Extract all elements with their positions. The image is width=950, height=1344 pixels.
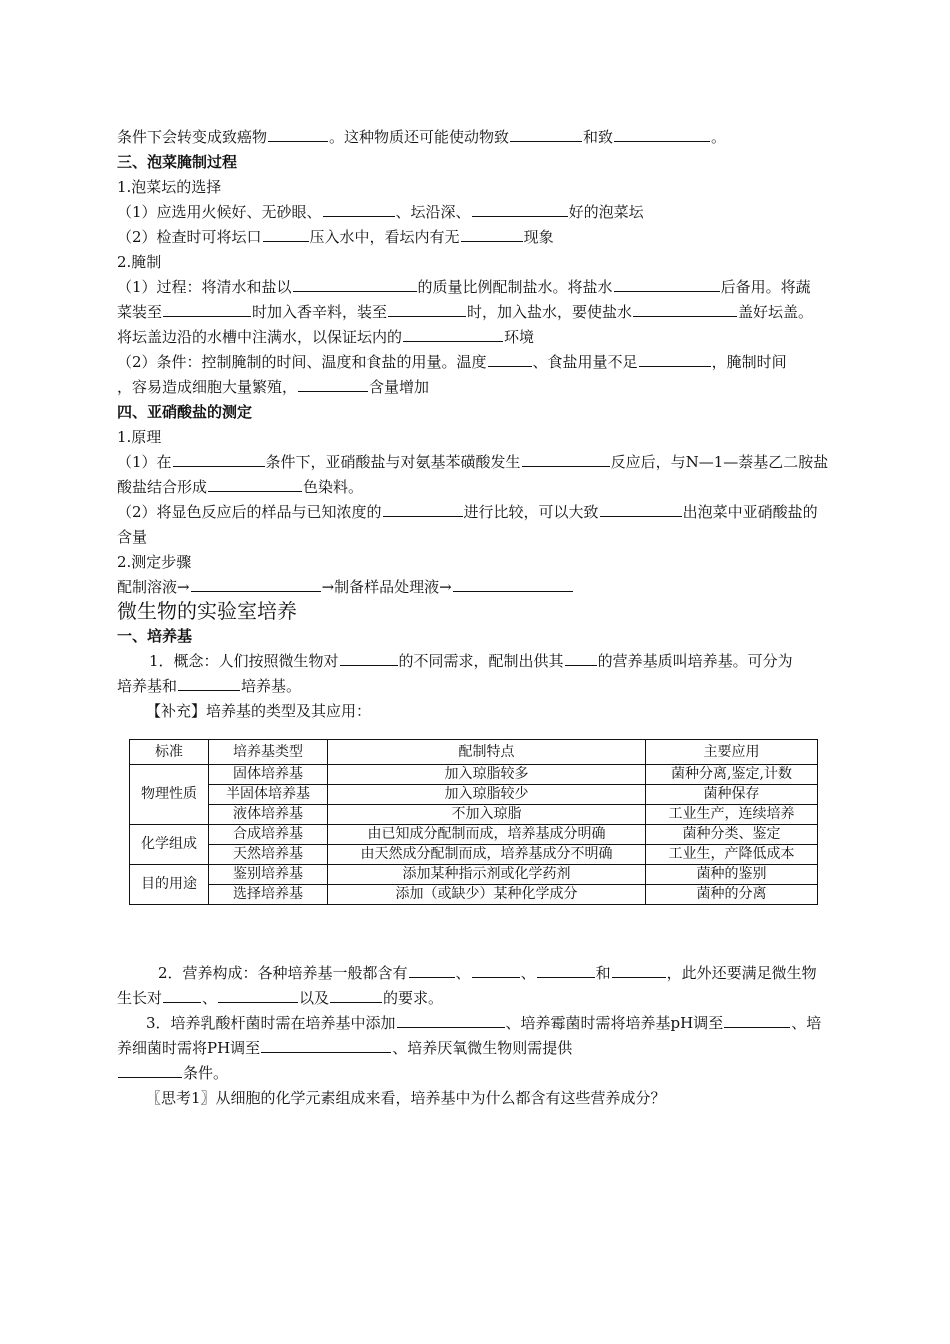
text-line: [117, 352, 787, 372]
text-segment: 好的泡菜坛: [568, 203, 644, 221]
text-line: [117, 377, 429, 397]
subheading: 2.测定步骤: [117, 553, 192, 571]
fill-blank: [178, 676, 240, 691]
text-segment: （2）条件：控制腌制的时间、温度和食盐的用量。温度: [117, 353, 487, 371]
text-segment: ，腌制时间: [711, 353, 787, 371]
text-segment: 色染料。: [303, 478, 364, 496]
table-header-row: [130, 740, 818, 765]
text-segment: 将坛盖边沿的水槽中注满水，以保证坛内的: [117, 328, 403, 346]
fill-blank: [639, 352, 711, 367]
text-segment: 1．概念：人们按照微生物对: [149, 652, 339, 670]
table-cell: 添加（或缺少）某种化学成分: [328, 885, 646, 905]
table-row: [130, 825, 818, 845]
text-segment: 时加入香辛料，装至: [252, 303, 388, 321]
table-cell: 工业生，产降低成本: [646, 845, 818, 865]
table-cell: 菌种分离,鉴定,计数: [646, 765, 818, 785]
fill-blank: [173, 452, 265, 467]
fill-blank: [118, 1063, 182, 1078]
text-segment: （2）检查时可将坛口: [117, 228, 262, 246]
fill-blank: [397, 1013, 505, 1028]
text-line: [117, 988, 443, 1008]
table-cell: 不加入琼脂: [328, 805, 646, 825]
text-line: [117, 1038, 572, 1058]
section-heading: 三、泡菜腌制过程: [117, 153, 238, 171]
text-segment: ，容易造成细胞大量繁殖，: [117, 378, 298, 396]
text-segment: 后备用。将蔬: [720, 278, 811, 296]
table-cell: 液体培养基: [209, 805, 328, 825]
fill-blank: [208, 477, 302, 492]
column-header: 主要应用: [646, 740, 818, 765]
think-question: 〖思考1〗从细胞的化学元素组成来看，培养基中为什么都含有这些营养成分？: [146, 1089, 666, 1107]
text-segment: 的质量比例配制盐水。将盐水: [417, 278, 613, 296]
fill-blank: [388, 302, 466, 317]
table-cell: 加入琼脂较少: [328, 785, 646, 805]
fill-blank: [298, 377, 368, 392]
text-segment: 条件下，亚硝酸盐与对氨基苯磺酸发生: [265, 453, 521, 471]
text-line: [117, 577, 574, 597]
text-segment: 出泡菜中亚硝酸盐的: [682, 503, 818, 521]
text-segment: （1）在: [117, 453, 172, 471]
subheading: 2.腌制: [117, 253, 162, 271]
text-segment: 现象: [523, 228, 554, 246]
text-line: [117, 502, 818, 522]
text-segment: 。: [711, 128, 727, 146]
text-segment: 酸盐结合形成: [117, 478, 208, 496]
text-segment: 菜装至: [117, 303, 163, 321]
text-segment: 环境: [504, 328, 535, 346]
category-cell: 目的用途: [130, 865, 209, 905]
table-cell: 由天然成分配制而成，培养基成分不明确: [328, 845, 646, 865]
table-cell: 菌种保存: [646, 785, 818, 805]
text-segment: 、培养霉菌时需将培养基pH调至: [505, 1014, 724, 1032]
text-segment: 培养基。: [241, 677, 302, 695]
text-line: [117, 676, 301, 696]
text-line: [117, 227, 554, 247]
text-segment: →制备样品处理液→: [321, 578, 452, 596]
table-cell: 天然培养基: [209, 845, 328, 865]
text-line: [117, 327, 534, 347]
fill-blank: [268, 127, 328, 142]
text-segment: 、: [520, 964, 536, 982]
text-segment: 和: [595, 964, 611, 982]
text-segment: 含量增加: [369, 378, 430, 396]
table-cell: 菌种的鉴别: [646, 865, 818, 885]
fill-blank: [565, 651, 597, 666]
text-segment: ，此外还要满足微生物: [666, 964, 817, 982]
fill-blank: [293, 277, 417, 292]
text-line: [117, 202, 644, 222]
text-segment: 、培养厌氧微生物则需提供: [392, 1039, 573, 1057]
fill-blank: [472, 963, 520, 978]
table-cell: 工业生产，连续培养: [646, 805, 818, 825]
table-row: [130, 805, 818, 825]
table-row: [130, 845, 818, 865]
text-segment: 生长对: [117, 989, 163, 1007]
text-segment: 培养基和: [117, 677, 178, 695]
text-segment: 进行比较，可以大致: [463, 503, 599, 521]
text-segment: 反应后，与N—1—萘基乙二胺盐: [610, 453, 829, 471]
text-segment: （2）将显色反应后的样品与已知浓度的: [117, 503, 382, 521]
fill-blank: [191, 577, 321, 592]
text-line: 含量: [117, 528, 148, 546]
text-line: [117, 477, 363, 497]
column-header: 配制特点: [328, 740, 646, 765]
fill-blank: [323, 202, 395, 217]
text-segment: 以及: [299, 989, 330, 1007]
fill-blank: [724, 1013, 790, 1028]
text-segment: 条件下会转变成致癌物: [117, 128, 268, 146]
text-line: [117, 1063, 228, 1083]
fill-blank: [163, 302, 251, 317]
fill-blank: [261, 1038, 391, 1053]
supplement-note: 【补充】培养基的类型及其应用：: [146, 702, 372, 720]
subheading: 1.原理: [117, 428, 162, 446]
table-cell: 添加某种指示剂或化学药剂: [328, 865, 646, 885]
text-segment: （1）过程：将清水和盐以: [117, 278, 292, 296]
fill-blank: [633, 302, 737, 317]
text-line: [117, 452, 828, 472]
table-cell: 选择培养基: [209, 885, 328, 905]
column-header: 培养基类型: [209, 740, 328, 765]
text-line: [117, 127, 726, 147]
text-segment: 和致: [583, 128, 614, 146]
text-segment: （1）应选用火候好、无砂眼、: [117, 203, 322, 221]
subheading: 1.泡菜坛的选择: [117, 178, 222, 196]
text-segment: 、坛沿深、: [395, 203, 471, 221]
fill-blank: [600, 502, 682, 517]
fill-blank: [453, 577, 573, 592]
fill-blank: [488, 352, 532, 367]
fill-blank: [218, 988, 298, 1003]
category-cell: 物理性质: [130, 765, 209, 825]
table-cell: 固体培养基: [209, 765, 328, 785]
table-cell: 合成培养基: [209, 825, 328, 845]
medium-types-table: [129, 739, 818, 905]
text-segment: 。这种物质还可能使动物致: [329, 128, 510, 146]
text-segment: 2．营养构成：各种培养基一般都含有: [158, 964, 408, 982]
table-cell: 菌种的分离: [646, 885, 818, 905]
fill-blank: [614, 277, 720, 292]
table-cell: 鉴别培养基: [209, 865, 328, 885]
fill-blank: [614, 127, 710, 142]
fill-blank: [403, 327, 503, 342]
category-cell: 化学组成: [130, 825, 209, 865]
table-cell: 菌种分类、鉴定: [646, 825, 818, 845]
fill-blank: [472, 202, 568, 217]
text-segment: 、: [202, 989, 218, 1007]
table-row: [130, 865, 818, 885]
text-segment: 的营养基质叫培养基。可分为: [597, 652, 793, 670]
text-line: [117, 302, 813, 322]
text-segment: 配制溶液→: [117, 578, 190, 596]
fill-blank: [522, 452, 610, 467]
fill-blank: [537, 963, 595, 978]
text-line: [117, 277, 811, 297]
table-cell: 加入琼脂较多: [328, 765, 646, 785]
table-row: [130, 765, 818, 785]
fill-blank: [383, 502, 463, 517]
fill-blank: [263, 227, 309, 242]
text-segment: 压入水中，看坛内有无: [309, 228, 460, 246]
fill-blank: [510, 127, 582, 142]
text-line: [158, 963, 817, 983]
text-segment: 条件。: [183, 1064, 229, 1082]
fill-blank: [612, 963, 666, 978]
column-header: 标准: [130, 740, 209, 765]
section-heading: 一、培养基: [117, 627, 193, 645]
fill-blank: [330, 988, 382, 1003]
table-row: [130, 785, 818, 805]
text-segment: 养细菌时需将PH调至: [117, 1039, 261, 1057]
text-segment: 盖好坛盖。: [738, 303, 814, 321]
fill-blank: [461, 227, 523, 242]
section-heading: 四、亚硝酸盐的测定: [117, 403, 253, 421]
fill-blank: [409, 963, 455, 978]
text-segment: 、培: [791, 1014, 822, 1032]
fill-blank: [340, 651, 398, 666]
text-segment: 3．培养乳酸杆菌时需在培养基中添加: [146, 1014, 396, 1032]
text-line: [146, 1013, 821, 1033]
text-line: [149, 651, 793, 671]
table-row: [130, 885, 818, 905]
text-segment: 、食盐用量不足: [532, 353, 638, 371]
text-segment: 的不同需求，配制出供其: [398, 652, 564, 670]
text-segment: 的要求。: [383, 989, 444, 1007]
page-title: 微生物的实验室培养: [117, 599, 297, 623]
fill-blank: [163, 988, 201, 1003]
table-cell: 半固体培养基: [209, 785, 328, 805]
text-segment: 时，加入盐水，要使盐水: [467, 303, 633, 321]
table-cell: 由已知成分配制而成，培养基成分明确: [328, 825, 646, 845]
text-segment: 、: [455, 964, 471, 982]
